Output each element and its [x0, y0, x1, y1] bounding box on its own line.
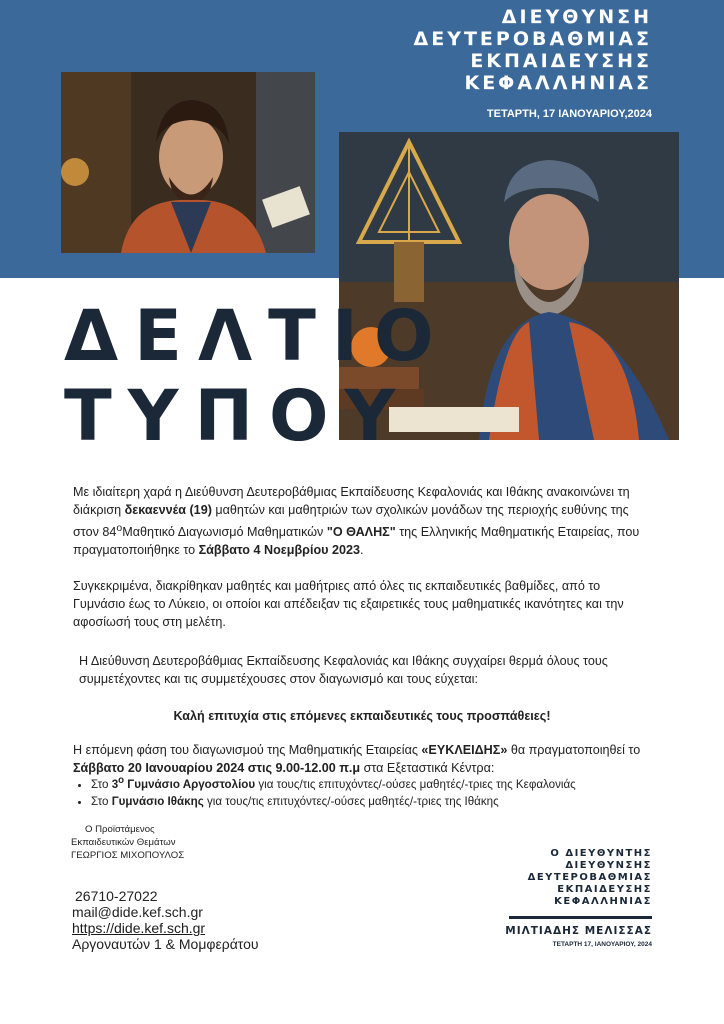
org-line: ΕΚΠΑΙΔΕΥΣΗΣ: [470, 50, 652, 72]
director-title-line: Ο ΔΙΕΥΘΥΝΤΗΣ: [550, 848, 652, 859]
page-title: [64, 296, 449, 456]
portrait-image-left: [61, 72, 315, 253]
text: μαθητών και μαθητριών των σχολικών μονάδων της περιοχής ευθύνης της στον 84: [73, 503, 629, 540]
text: Στο: [91, 794, 112, 808]
text: Μαθητικό Διαγωνισμό Μαθηματικών: [122, 525, 327, 540]
paragraph-congratulations: Η Διεύθυνση Δευτεροβάθμιας Εκπαίδευσης Κεφαλονιάς και Ιθάκης συγχαίρει θερμά όλους τους συμμετέχοντες και τις συμμετέχουσες στον διαγωνισμό και τους εύχεται:: [79, 654, 608, 686]
list-item: [91, 772, 576, 793]
org-line: ΔΙΕΥΘΥΝΣΗ: [501, 6, 652, 28]
text: για τους/τις επιτυχόντες/-ούσες μαθητές/-τριες της Κεφαλονιάς: [255, 777, 576, 791]
director-title-line: ΚΕΦΑΛΛΗΝΙΑΣ: [554, 896, 652, 907]
text: στα Εξεταστικά Κέντρα:: [360, 761, 495, 775]
org-line: ΔΕΥΤΕΡΟΒΑΘΜΙΑΣ: [413, 28, 652, 50]
paragraph-details: Συγκεκριμένα, διακρίθηκαν μαθητές και μαθήτριες από όλες τις εκπαιδευτικές βαθμίδες, από το Γυμνάσιο έως το Λύκειο, οι οποίοι και απέδειξαν τις εξαιρετικές τους μαθηματικές ικανότητες και την αφοσίωσή τους στη μελέτη.: [73, 579, 624, 629]
text: .: [360, 543, 364, 558]
bold-text: «ΕΥΚΛΕΙΔΗΣ»: [421, 743, 508, 757]
bold-text: Σάββατο 4 Νοεμβρίου 2023: [198, 543, 360, 558]
org-line: ΚΕΦΑΛΛΗΝΙΑΣ: [464, 72, 652, 94]
title-line: ΤΥΠΟΥ: [64, 375, 412, 457]
text: θα πραγματοποιηθεί το: [507, 743, 641, 757]
email-address[interactable]: mail@dide.kef.sch.gr: [72, 904, 203, 920]
website-link[interactable]: https://dide.kef.sch.gr: [72, 920, 206, 936]
bold-text: 3: [111, 777, 119, 791]
signer-block: [71, 823, 184, 862]
organization-title: [414, 6, 652, 94]
signer-line: Ο Προϊστάμενος: [85, 824, 155, 835]
header-date: ΤΕΤΑΡΤΗ, 17 ΙΑΝΟΥΑΡΙΟΥ,2024: [486, 108, 652, 120]
signer-line: Εκπαιδευτικών Θεμάτων: [71, 837, 176, 848]
list-item: [91, 793, 576, 810]
title-line: ΔΕΛΤΙΟ: [64, 295, 450, 377]
paragraph-announcement: [73, 483, 653, 559]
venue-list: [73, 772, 576, 810]
wishes-line: Καλή επιτυχία στις επόμενες εκπαιδευτικές τους προσπάθειες!: [173, 709, 551, 723]
director-name: ΜΙΛΤΙΑΔΗΣ ΜΕΛΙΣΣΑΣ: [505, 925, 652, 937]
signature-divider: [509, 916, 652, 919]
bold-text: "Ο ΘΑΛΗΣ": [326, 525, 396, 540]
phone-number: 26710-27022: [75, 888, 158, 904]
director-title: [528, 848, 652, 908]
bold-text: Σάββατο 20 Ιανουαρίου 2024 στις 9.00-12.00 π.μ: [73, 761, 361, 775]
text: της Ελληνικής Μαθηματικής Εταιρείας, που πραγματοποιήθηκε το: [73, 525, 640, 558]
bold-text: Γυμνάσιο Ιθάκης: [111, 794, 204, 808]
director-title-line: ΕΚΠΑΙΔΕΥΣΗΣ: [557, 884, 652, 895]
director-title-line: ΔΕΥΤΕΡΟΒΑΘΜΙΑΣ: [527, 872, 652, 883]
contact-block: [72, 888, 259, 952]
text: Με ιδιαίτερη χαρά η Διεύθυνση Δευτεροβάθμιας Εκπαίδευσης Κεφαλονιάς και Ιθάκης ανακοινώνει τη διάκριση: [73, 485, 630, 517]
signer-line: ΓΕΩΡΓΙΟΣ ΜΙΧΟΠΟΥΛΟΣ: [71, 850, 185, 861]
text: Η επόμενη φάση του διαγωνισμού της Μαθηματικής Εταιρείας: [73, 743, 422, 757]
bold-text: Γυμνάσιο Αργοστολίου: [124, 777, 256, 791]
director-date: ΤΕΤΑΡΤΗ 17, ΙΑΝΟΥΑΡΙΟΥ, 2024: [552, 941, 652, 948]
director-title-line: ΔΙΕΥΘΥΝΣΗΣ: [565, 860, 652, 871]
text: για τους/τις επιτυχόντες/-ούσες μαθητές/-τριες της Ιθάκης: [203, 794, 499, 808]
bold-text: δεκαεννέα (19): [124, 503, 212, 517]
superscript: ο: [116, 522, 123, 534]
text: Στο: [91, 777, 112, 791]
superscript: ο: [118, 775, 125, 786]
address: Αργοναυτών 1 & Μομφεράτου: [72, 936, 259, 952]
